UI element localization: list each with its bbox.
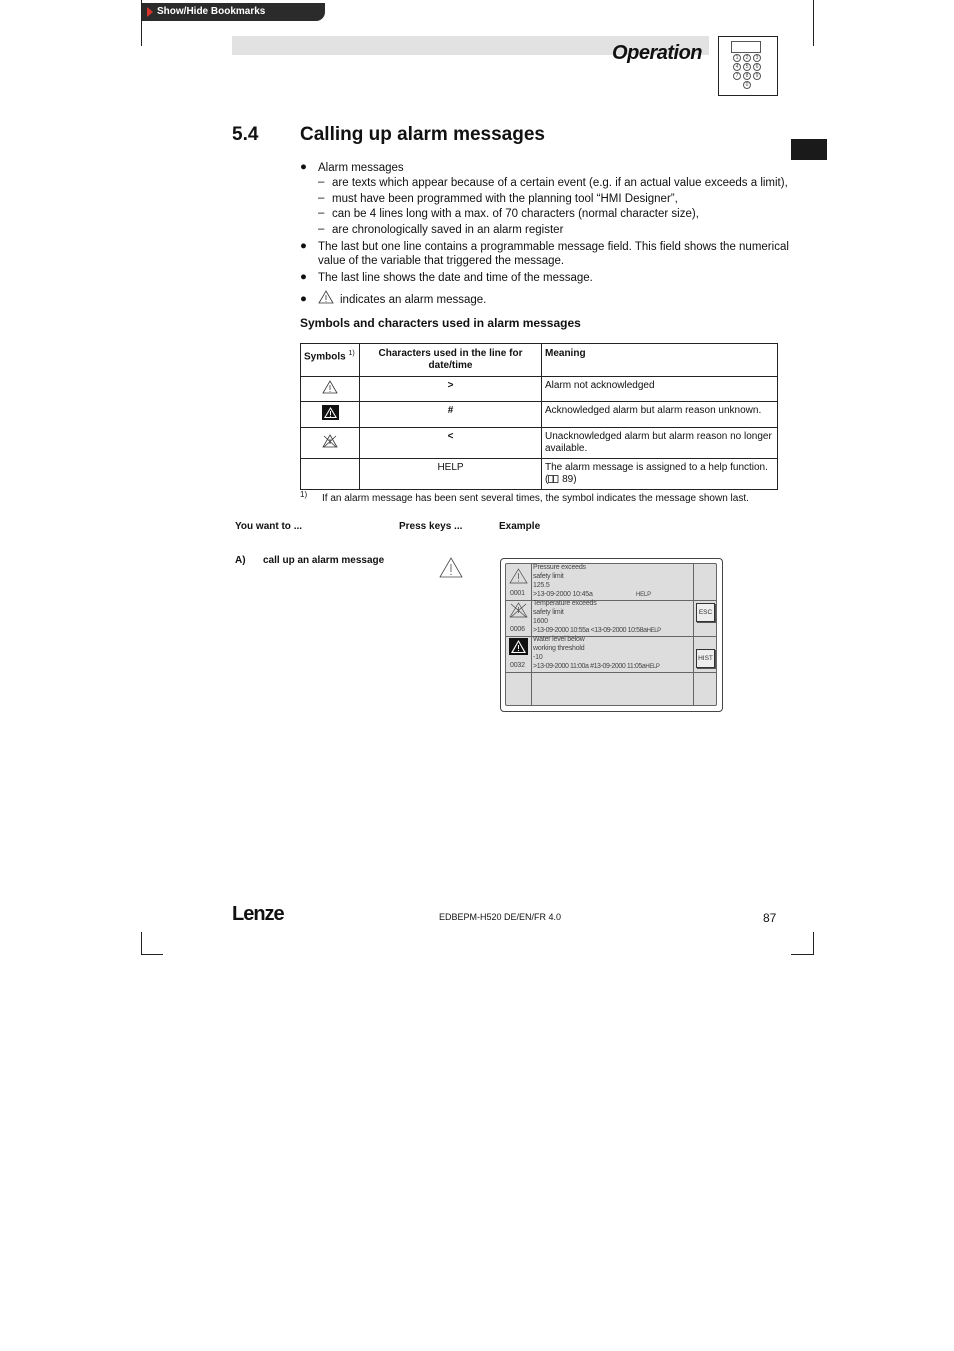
step-letter: A) [235,555,246,566]
char-cell: < [360,428,542,459]
crop-mark [813,932,814,954]
step-text: call up an alarm message [263,555,385,566]
section-title: Calling up alarm messages [300,124,545,145]
dash-text: must have been programmed with the planning tool “HMI Designer”, [332,193,678,205]
char-cell: > [360,377,542,402]
meaning-cell: The alarm message is assigned to a help function. ( 89) [542,459,778,490]
table-heading: Symbols and characters used in alarm messages [300,316,581,330]
table-row [301,377,778,402]
lenze-logo: Lenze [232,903,284,925]
document-id: EDBEPM-H520 DE/EN/FR 4.0 [439,912,562,922]
warning-filled-icon [322,405,339,420]
page-number: 87 [763,911,777,925]
footnote-text: If an alarm message has been sent several times, the symbol indicates the message shown last. [322,493,749,504]
keypad-key: 2 [743,54,751,62]
symbol-cell [301,377,360,402]
alarm-line: working threshold [533,645,585,652]
bullet-glyph: ● [300,240,307,252]
alarm-line: safety limit [533,609,564,616]
alarm-line: 125.5 [533,582,550,589]
warning-outline-icon [322,380,338,394]
symbol-cell [301,402,360,428]
crop-mark [141,0,142,46]
footnote-mark: 1) [300,490,308,499]
meaning-cell: Alarm not acknowledged [542,377,778,402]
warning-filled-icon [509,638,528,655]
symbols-table [300,343,778,490]
bullet-glyph: ● [300,293,307,305]
keypad-key: 8 [743,72,751,80]
alarm-line: 1600 [533,618,548,625]
dash-glyph: – [318,207,325,219]
header-symbols: Symbols $^{1)}$ [301,344,360,377]
char-cell: # [360,402,542,428]
crop-mark [791,954,814,955]
warning-crossed-icon [322,434,338,448]
dash-text: can be 4 lines long with a max. of 70 characters (normal character size), [332,208,699,220]
warning-outline-icon [318,290,334,304]
section-number: 5.4 [232,124,259,145]
table-row [301,459,778,490]
column-you-want: You want to ... [235,521,303,532]
bullet-text: Alarm messages [318,162,404,174]
keypad-key: 4 [733,63,741,71]
warning-outline-icon [509,568,528,584]
alarm-line: Water level below [533,636,585,643]
meaning-cell: Acknowledged alarm but alarm reason unknown. [542,402,778,428]
alarm-datetime: >13-09-2000 10:45a [533,591,593,598]
dash-glyph: – [318,223,325,235]
esc-button[interactable]: ESC [696,603,715,622]
crop-mark [141,954,163,955]
symbol-cell [301,428,360,459]
alarm-line: Temperature exceeds [533,600,597,607]
column-press-keys: Press keys ... [399,521,463,532]
table-header-row [301,344,778,377]
hist-button[interactable]: HIST [696,649,715,668]
column-example: Example [499,521,541,532]
alarm-datetime: >13-09-2000 10:55a <13-09-2000 10:58aHELP [533,627,661,634]
alarm-help[interactable]: HELP [645,664,660,670]
meaning-text: The alarm message is assigned to a help function. [545,462,768,473]
book-icon [548,475,559,483]
bullet-text: indicates an alarm message. [340,294,487,306]
keypad-key: 1 [733,54,741,62]
dash-text: are chronologically saved in an alarm register [332,224,564,236]
bullet-text: The last line shows the date and time of the message. [318,272,593,284]
header-meaning: Meaning [542,344,778,377]
hmi-screen [500,558,723,712]
dash-text: are texts which appear because of a certain event (e.g. if an actual value exceeds a limit), [332,177,788,189]
keypad-key: 6 [753,63,761,71]
dash-glyph: – [318,192,325,204]
chapter-tab-marker [791,139,827,160]
header-chars: Characters used in the line for date/time [360,344,542,377]
table-row [301,428,778,459]
bullet-text: value of the variable that triggered the message. [318,255,565,267]
show-hide-bookmarks-button[interactable] [142,3,325,21]
bullet-glyph: ● [300,271,307,283]
bullet-text: The last but one line contains a programmable message field. This field shows the numerical [318,241,789,253]
alarm-datetime: >13-09-2000 11:00a #13-09-2000 11:05aHELP [533,663,660,670]
keypad-key: 7 [733,72,741,80]
keypad-display [731,41,761,53]
arrow-right-icon [147,7,153,17]
alarm-key-icon[interactable] [439,557,463,578]
alarm-number: 0001 [510,590,525,597]
alarm-list [505,563,717,706]
bullet-glyph: ● [300,161,307,173]
alarm-line: Pressure exceeds [533,564,586,571]
alarm-line: safety limit [533,573,564,580]
page-header-title: Operation [612,42,702,64]
keypad-key: 3 [753,54,761,62]
alarm-number: 0032 [510,662,525,669]
crop-mark [813,0,814,46]
keypad-key: 0 [743,81,751,89]
keypad-key: 9 [753,72,761,80]
keypad-icon [718,36,778,96]
alarm-line: -10 [533,654,543,661]
alarm-help[interactable]: HELP [636,592,651,598]
alarm-number: 0006 [510,626,525,633]
table-row [301,402,778,428]
meaning-cell: Unacknowledged alarm but alarm reason no longer available. [542,428,778,459]
char-cell: HELP [360,459,542,490]
alarm-help[interactable]: HELP [646,628,661,634]
page-ref[interactable]: 89 [562,474,574,485]
keypad-key: 5 [743,63,751,71]
warning-crossed-icon [509,602,528,619]
dash-glyph: – [318,176,325,188]
symbol-cell [301,459,360,490]
bookmark-label: Show/Hide Bookmarks [157,6,266,17]
crop-mark [141,932,142,954]
